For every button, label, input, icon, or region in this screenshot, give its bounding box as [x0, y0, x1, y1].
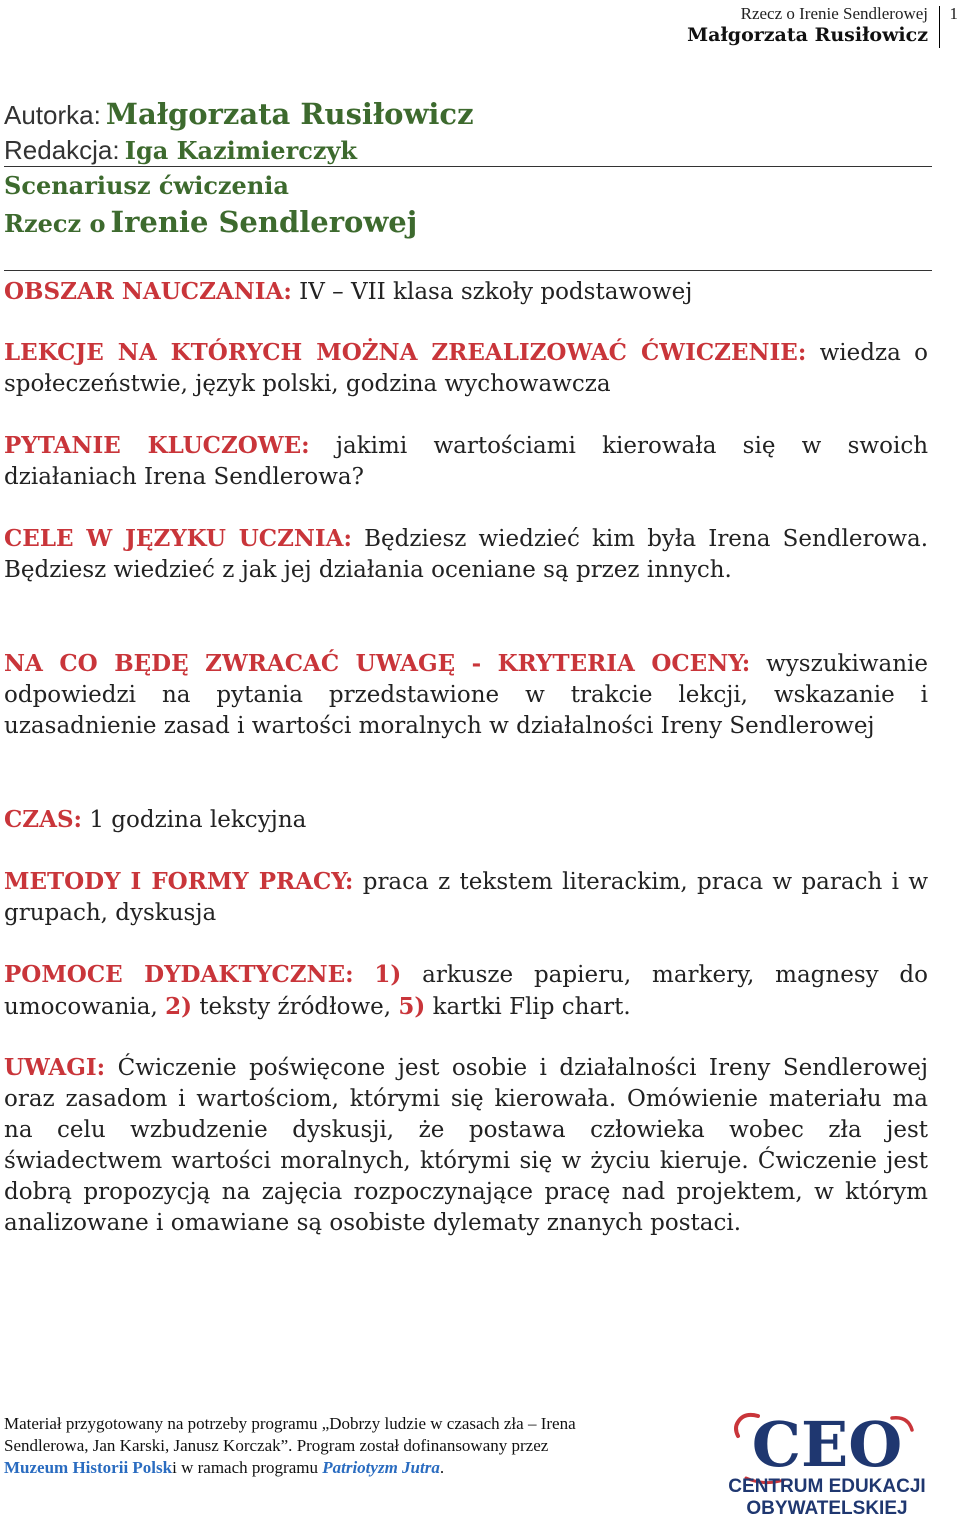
section-divider — [4, 270, 932, 271]
footer-line-2a: Program został dofinansowany przez — [296, 1436, 549, 1455]
header-author: Małgorzata Rusiłowicz — [687, 24, 928, 46]
footer-dot: . — [439, 1458, 445, 1477]
page-number: 1 — [949, 4, 958, 23]
rzecz-o: Rzecz o — [4, 209, 106, 238]
page-header — [440, 2, 960, 48]
uwagi-label: UWAGI: — [4, 1054, 106, 1081]
obszar-nauczania — [4, 276, 928, 308]
lekcje-text: wiedza o społeczeństwie, język polski, godzina wychowawcza — [4, 340, 928, 397]
uwagi — [4, 1052, 928, 1239]
kryteria-text: wyszukiwanie odpowiedzi na pytania przedstawione w trakcie lekcji, wskazanie i uzasadnienie zasad i wartości moralnych w działalności Ireny Sendlerowej — [4, 651, 929, 739]
lekcje-label: LEKCJE NA KTÓRYCH MOŻNA ZREALIZOWAĆ ĆWICZENIE: — [4, 339, 807, 366]
lekcje — [4, 337, 928, 400]
ceo-logo — [724, 1408, 930, 1518]
author-name: Małgorzata Rusiłowicz — [105, 97, 474, 131]
cele-label: CELE W JĘZYKU UCZNIA: — [4, 525, 352, 552]
footer-museum: Muzeum Historii Polsk — [4, 1458, 173, 1477]
czas-label: CZAS: — [4, 806, 83, 833]
footer-line-2b: i w ramach programu — [172, 1458, 318, 1477]
author-label: Autorka: — [4, 100, 101, 130]
exercise-title — [4, 204, 932, 240]
kryteria-label: NA CO BĘDĘ ZWRACAĆ UWAGĘ - KRYTERIA OCENY: — [4, 650, 751, 677]
pytanie-label: PYTANIE KLUCZOWE: — [4, 432, 310, 459]
metody-text: praca z tekstem literackim, praca w parach i w grupach, dyskusja — [4, 869, 929, 926]
obszar-text: IV – VII klasa szkoły podstawowej — [299, 279, 693, 305]
title-divider — [4, 166, 932, 167]
uwagi-text: Ćwiczenie poświęcone jest osobie i działalności Ireny Sendlerowej oraz zasadom i wartościom, którymi się kierowała. Omówienie materiału ma na celu wzbudzenie dyskusji, że postawa człowieka wobec zła jest świadectwem wartości moralnych, którymi się w życiu kieruje. Ćwiczenie jest dobrą propozycją na zajęcia rozpoczynające pracę nad projektem, w którym analizowane i omawiane są osobiste dylematy znanych postaci. — [4, 1055, 929, 1236]
title-block — [4, 96, 932, 240]
pomoce-num-1: 1) — [374, 961, 402, 988]
pomoce — [4, 959, 928, 1023]
czas — [4, 804, 928, 836]
ceo-line-1: CENTRUM EDUKACJI — [728, 1476, 926, 1497]
footer-line-1: Materiał przygotowany na potrzeby programu „Dobrzy ludzie w czasach zła – Irena Sendlerowa, Jan Karski, Janusz Korczak”. — [4, 1414, 576, 1455]
footer-note — [4, 1413, 604, 1479]
scenario-label: Scenariusz ćwiczenia — [4, 171, 289, 200]
metody-label: METODY I FORMY PRACY: — [4, 868, 354, 895]
pomoce-item-2: teksty źródłowe, — [199, 994, 392, 1020]
ceo-abbr: CEO — [751, 1408, 903, 1481]
header-doc-title: Rzecz o Irenie Sendlerowej — [740, 4, 928, 23]
editor-line — [4, 132, 932, 168]
author-line — [4, 96, 932, 132]
czas-text: 1 godzina lekcyjna — [89, 807, 307, 833]
obszar-label: OBSZAR NAUCZANIA: — [4, 278, 292, 305]
pomoce-item-3: kartki Flip chart. — [432, 994, 631, 1020]
subject-name: Irenie Sendlerowej — [110, 205, 418, 239]
scenario-line — [4, 168, 932, 204]
pomoce-item-1: arkusze papieru, markery, magnesy do umocowania, — [4, 962, 929, 1020]
pomoce-label: POMOCE DYDAKTYCZNE: — [4, 961, 354, 988]
ceo-line-2: OBYWATELSKIEJ — [746, 1498, 908, 1518]
metody — [4, 866, 928, 929]
cele-text: Będziesz wiedzieć kim była Irena Sendlerowa. Będziesz wiedzieć z jak jej działania oceniane są przez innych. — [4, 526, 929, 583]
editor-name: Iga Kazimierczyk — [124, 136, 358, 165]
footer-program: Patriotyzm Jutra — [322, 1458, 440, 1477]
kryteria-oceny — [4, 648, 928, 742]
cele — [4, 523, 928, 586]
editor-label: Redakcja: — [4, 135, 120, 165]
pomoce-num-3: 5) — [398, 993, 426, 1020]
pytanie-text: jakimi wartościami kierowała się w swoich działaniach Irena Sendlerowa? — [4, 433, 929, 490]
pytanie-kluczowe — [4, 430, 928, 493]
pomoce-num-2: 2) — [165, 993, 192, 1020]
header-divider — [939, 6, 940, 48]
